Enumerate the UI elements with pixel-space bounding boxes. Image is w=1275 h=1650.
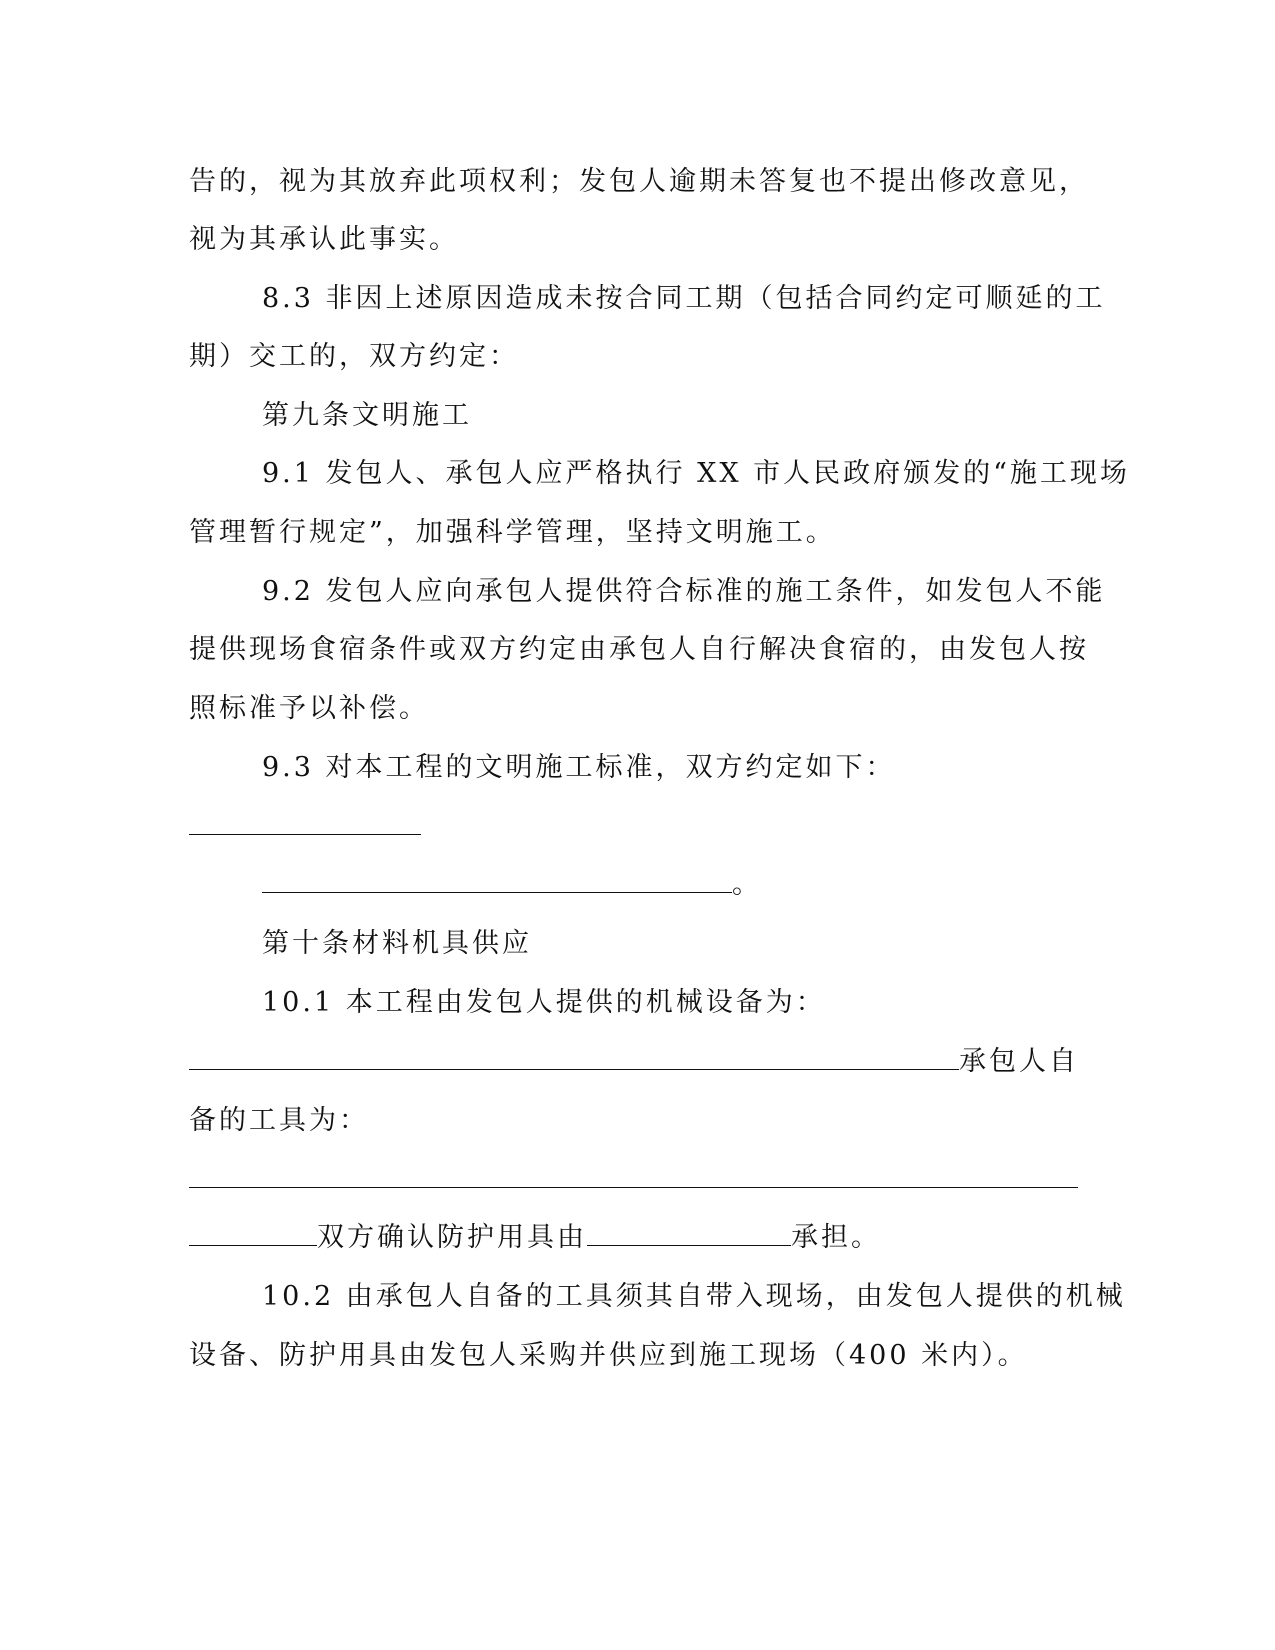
- clause-10-2: 10.2 由承包人自备的工具须其自带入现场，由发包人提供的机械: [262, 1281, 1126, 1312]
- clause-8-3: 8.3 非因上述原因造成未按合同工期（包括合同约定可顺延的工: [262, 283, 1106, 314]
- paragraph-line: 视为其承认此事实。: [189, 224, 459, 255]
- paragraph-line: 告的，视为其放弃此项权利；发包人逾期未答复也不提出修改意见，: [189, 166, 1089, 197]
- paragraph-line: 期）交工的，双方约定：: [189, 341, 519, 372]
- paragraph-line: 设备、防护用具由发包人采购并供应到施工现场（400 米内）。: [189, 1340, 1028, 1371]
- paragraph-line: 照标准予以补偿。: [189, 693, 429, 724]
- line-text: 承担。: [791, 1222, 881, 1253]
- paragraph-line: 管理暂行规定”，加强科学管理，坚持文明施工。: [189, 517, 836, 548]
- blank-underline: [189, 1045, 959, 1070]
- line-text: 双方确认防护用具由: [317, 1222, 587, 1253]
- fill-in-line: [189, 1042, 1079, 1082]
- article-9-heading: 第九条文明施工: [262, 400, 472, 431]
- clause-10-1: 10.1 本工程由发包人提供的机械设备为：: [262, 987, 826, 1018]
- clause-9-1: 9.1 发包人、承包人应严格执行 XX 市人民政府颁发的“施工现场: [262, 458, 1130, 489]
- line-text: 承包人自: [959, 1046, 1079, 1077]
- fill-in-line: [262, 865, 762, 905]
- clause-9-2: 9.2 发包人应向承包人提供符合标准的施工条件，如发包人不能: [262, 576, 1106, 607]
- fill-in-line: [189, 807, 421, 847]
- blank-underline: [262, 868, 732, 893]
- paragraph-line: 备的工具为：: [189, 1105, 369, 1136]
- paragraph-line: 提供现场食宿条件或双方约定由承包人自行解决食宿的，由发包人按: [189, 634, 1089, 665]
- blank-underline: [189, 1221, 317, 1246]
- fill-in-line: [189, 1218, 881, 1258]
- clause-9-3: 9.3 对本工程的文明施工标准，双方约定如下：: [262, 752, 896, 783]
- blank-underline: [189, 1163, 1078, 1188]
- article-10-heading: 第十条材料机具供应: [262, 928, 532, 959]
- period-text: 。: [732, 869, 762, 900]
- blank-underline: [189, 810, 421, 835]
- fill-in-line: [189, 1160, 1078, 1200]
- blank-underline: [587, 1221, 791, 1246]
